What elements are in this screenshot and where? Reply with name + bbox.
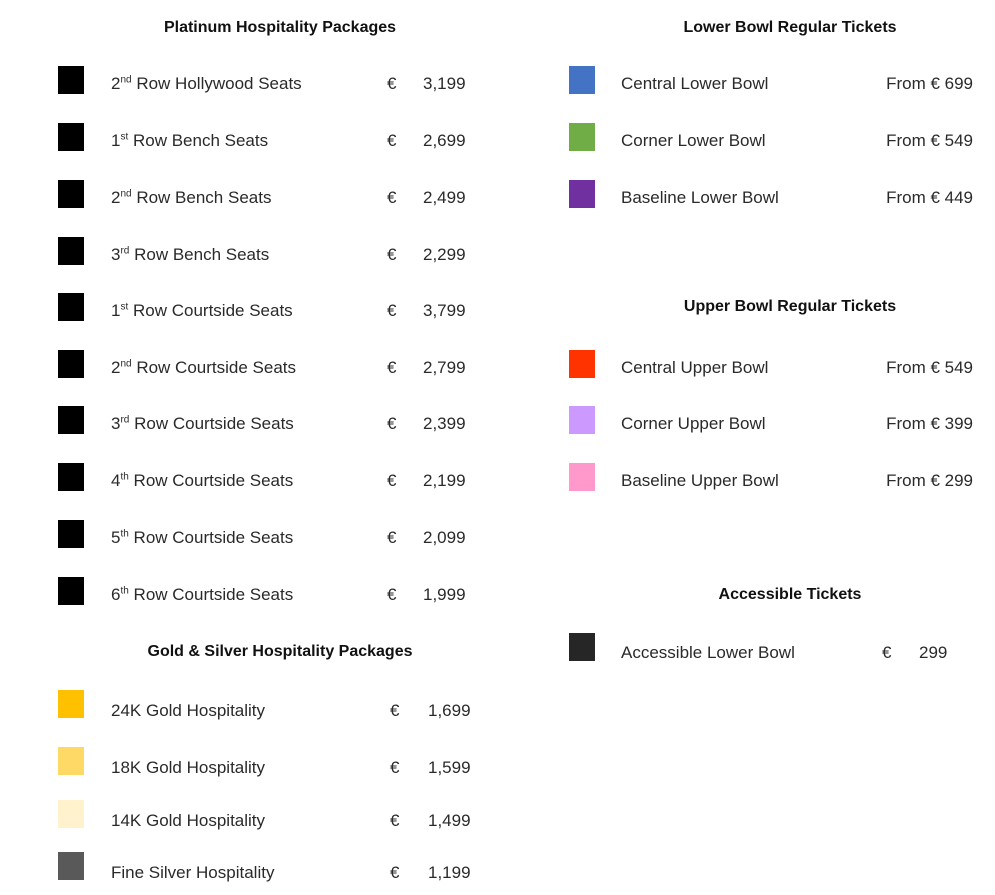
color-swatch xyxy=(569,406,595,434)
color-swatch xyxy=(58,180,84,208)
seat-name: Row Courtside Seats xyxy=(136,358,297,377)
currency-symbol: € xyxy=(387,528,397,547)
seat-label xyxy=(111,528,293,548)
price-value: 2,299 xyxy=(423,245,466,264)
currency-symbol: € xyxy=(387,131,397,150)
ticket-label: Central Lower Bowl xyxy=(621,74,769,93)
seat-label xyxy=(111,188,271,208)
ordinal-suffix: st xyxy=(120,301,129,313)
seat-name: Row Bench Seats xyxy=(132,131,269,150)
color-swatch xyxy=(58,406,84,434)
ordinal-number: 6 xyxy=(111,585,121,604)
ordinal-suffix: th xyxy=(120,471,129,483)
color-swatch xyxy=(58,852,84,880)
color-swatch xyxy=(58,350,84,378)
currency-symbol: € xyxy=(387,585,397,604)
color-swatch xyxy=(58,800,84,828)
upper-bowl-heading: Upper Bowl Regular Tickets xyxy=(683,298,897,315)
ordinal-suffix: st xyxy=(120,131,129,143)
seat-name: Row Bench Seats xyxy=(134,245,270,264)
color-swatch xyxy=(58,123,84,151)
price-value: From € 549 xyxy=(886,131,973,150)
ticket-label: Corner Upper Bowl xyxy=(621,414,766,433)
ordinal-suffix: nd xyxy=(120,358,132,370)
seat-name: Row Courtside Seats xyxy=(134,414,294,433)
currency-symbol: € xyxy=(390,701,400,720)
seat-label xyxy=(111,301,293,321)
price-value: From € 699 xyxy=(886,74,973,93)
currency-symbol: € xyxy=(387,74,397,93)
seat-name: Row Courtside Seats xyxy=(133,471,294,490)
color-swatch xyxy=(569,66,595,94)
ticket-label: Baseline Upper Bowl xyxy=(621,471,779,490)
ordinal-number: 3 xyxy=(111,245,121,264)
seat-label xyxy=(111,74,302,94)
package-label: 18K Gold Hospitality xyxy=(111,758,266,777)
price-value: 2,099 xyxy=(423,528,466,547)
color-swatch xyxy=(569,463,595,491)
price-value: From € 399 xyxy=(886,414,973,433)
color-swatch xyxy=(58,293,84,321)
ordinal-suffix: nd xyxy=(120,74,132,86)
currency-symbol: € xyxy=(387,188,397,207)
ordinal-suffix: rd xyxy=(120,414,130,426)
price-value: 1,699 xyxy=(428,701,471,720)
package-label: Fine Silver Hospitality xyxy=(111,863,275,882)
ticket-label: Central Upper Bowl xyxy=(621,358,769,377)
ordinal-number: 5 xyxy=(111,528,121,547)
currency-symbol: € xyxy=(387,358,397,377)
seat-label xyxy=(111,471,293,491)
color-swatch xyxy=(58,66,84,94)
color-swatch xyxy=(569,350,595,378)
ticket-label: Accessible Lower Bowl xyxy=(621,643,795,662)
color-swatch xyxy=(58,520,84,548)
platinum-heading: Platinum Hospitality Packages xyxy=(163,19,397,36)
ordinal-suffix: th xyxy=(120,585,129,597)
ordinal-number: 1 xyxy=(111,131,121,150)
color-swatch xyxy=(58,577,84,605)
seat-name: Row Courtside Seats xyxy=(133,528,294,547)
seat-label xyxy=(111,245,269,265)
gold-silver-heading: Gold & Silver Hospitality Packages xyxy=(147,643,413,660)
price-value: 1,199 xyxy=(428,863,471,882)
price-value: 3,799 xyxy=(423,301,466,320)
price-value: 2,199 xyxy=(423,471,466,490)
price-value: 2,799 xyxy=(423,358,466,377)
currency-symbol: € xyxy=(882,643,892,662)
color-swatch xyxy=(569,123,595,151)
ordinal-number: 2 xyxy=(111,358,121,377)
seat-label xyxy=(111,131,268,151)
package-label: 24K Gold Hospitality xyxy=(111,701,266,720)
ordinal-number: 2 xyxy=(111,74,121,93)
color-swatch xyxy=(58,463,84,491)
ordinal-suffix: nd xyxy=(120,188,132,200)
price-value: 2,399 xyxy=(423,414,466,433)
ticket-label: Baseline Lower Bowl xyxy=(621,188,779,207)
currency-symbol: € xyxy=(390,863,400,882)
ticket-label: Corner Lower Bowl xyxy=(621,131,766,150)
ordinal-number: 4 xyxy=(111,471,121,490)
seat-name: Row Courtside Seats xyxy=(133,585,294,604)
ordinal-suffix: th xyxy=(120,528,129,540)
color-swatch xyxy=(58,690,84,718)
seat-label xyxy=(111,414,294,434)
seat-name: Row Hollywood Seats xyxy=(136,74,302,93)
currency-symbol: € xyxy=(390,758,400,777)
ordinal-number: 1 xyxy=(111,301,121,320)
currency-symbol: € xyxy=(387,414,397,433)
price-value: From € 299 xyxy=(886,471,973,490)
price-value: 2,699 xyxy=(423,131,466,150)
price-value: 3,199 xyxy=(423,74,466,93)
color-swatch xyxy=(58,237,84,265)
ordinal-number: 2 xyxy=(111,188,121,207)
ordinal-suffix: rd xyxy=(120,245,130,257)
currency-symbol: € xyxy=(387,245,397,264)
price-value: From € 549 xyxy=(886,358,973,377)
currency-symbol: € xyxy=(387,471,397,490)
price-value: 1,499 xyxy=(428,811,471,830)
currency-symbol: € xyxy=(390,811,400,830)
ordinal-number: 3 xyxy=(111,414,121,433)
color-swatch xyxy=(58,747,84,775)
seat-name: Row Bench Seats xyxy=(136,188,272,207)
price-value: From € 449 xyxy=(886,188,973,207)
price-value: 1,599 xyxy=(428,758,471,777)
seat-label xyxy=(111,358,296,378)
price-value: 1,999 xyxy=(423,585,466,604)
accessible-heading: Accessible Tickets xyxy=(718,586,862,603)
price-value: 2,499 xyxy=(423,188,466,207)
color-swatch xyxy=(569,180,595,208)
color-swatch xyxy=(569,633,595,661)
price-value: 299 xyxy=(919,643,948,662)
seat-label xyxy=(111,585,293,605)
currency-symbol: € xyxy=(387,301,397,320)
seat-name: Row Courtside Seats xyxy=(132,301,293,320)
package-label: 14K Gold Hospitality xyxy=(111,811,266,830)
lower-bowl-heading: Lower Bowl Regular Tickets xyxy=(683,19,897,36)
